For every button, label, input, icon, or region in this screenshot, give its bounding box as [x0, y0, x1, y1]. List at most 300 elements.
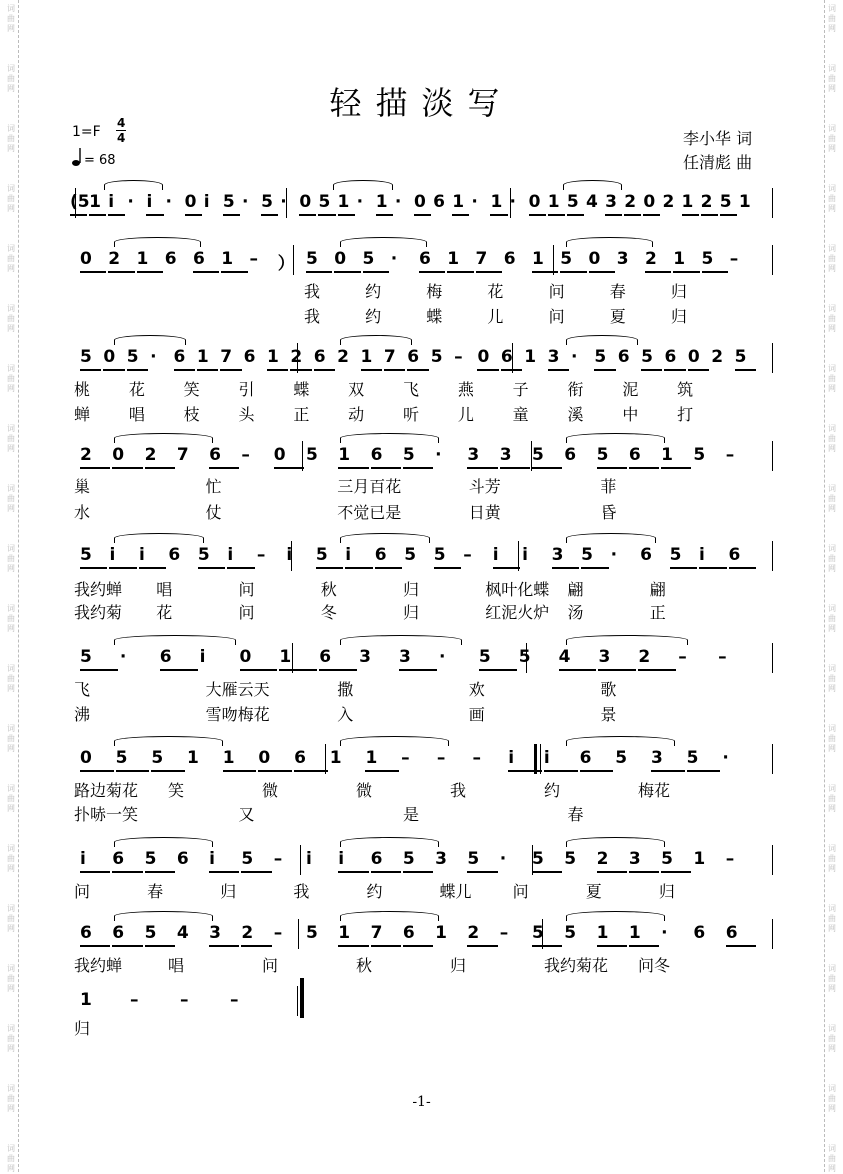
jianpu-note: 2 [80, 445, 92, 465]
eighth-note-underline [399, 669, 437, 671]
watermark-char: 曲 [7, 254, 15, 263]
watermark-text [825, 4, 839, 34]
eighth-note-underline [209, 945, 239, 947]
jianpu-note: 1 [628, 923, 641, 943]
watermark-text [4, 304, 18, 334]
jianpu-note: 2 [467, 923, 480, 943]
lyric-text: 约 [365, 307, 382, 326]
jianpu-note: 1 [547, 192, 560, 212]
eighth-note-underline [338, 214, 355, 216]
watermark-char: 曲 [828, 74, 836, 83]
jianpu-note: 6 [617, 347, 630, 367]
jianpu-note: 1 [136, 249, 149, 269]
watermark-char: 网 [828, 204, 836, 213]
jianpu-note: 6 [579, 748, 592, 768]
jianpu-note: 3 [359, 647, 372, 667]
eighth-note-underline [318, 214, 335, 216]
eighth-note-underline [664, 369, 685, 371]
jianpu-note: 2 [596, 849, 609, 869]
watermark-text [825, 484, 839, 514]
slur-mark [566, 335, 638, 345]
jianpu-note: 6 [402, 923, 415, 943]
lyric-text: 问 [74, 882, 91, 901]
jianpu-note: i [108, 192, 115, 212]
eighth-note-underline [145, 945, 175, 947]
eighth-note-underline [375, 567, 402, 569]
lyric-text: 归 [220, 882, 237, 901]
eighth-note-underline [720, 214, 737, 216]
lyric-text: 翩 [649, 580, 666, 599]
lyric-text: 问 [238, 580, 255, 599]
watermark-text [4, 844, 18, 874]
jianpu-note: · [438, 647, 446, 667]
jianpu-note: 5 [115, 748, 128, 768]
lyric-text: 归 [403, 580, 420, 599]
jianpu-note: 5 [596, 445, 609, 465]
jianpu-note: 6 [500, 347, 513, 367]
jianpu-note: ） [277, 254, 295, 274]
jianpu-note: 3 [209, 923, 221, 943]
bar-line [772, 845, 773, 875]
eighth-note-underline [220, 369, 241, 371]
jianpu-note: 4 [176, 923, 189, 943]
song-title: 轻描淡写 [329, 84, 514, 122]
eighth-note-underline [729, 567, 756, 569]
eighth-note-underline [629, 871, 659, 873]
watermark-char: 曲 [7, 674, 15, 683]
eighth-note-underline [290, 369, 311, 371]
jianpu-note: 0 [103, 347, 116, 367]
watermark-char: 词 [828, 544, 836, 553]
jianpu-note: i [492, 545, 499, 565]
lyric-text: 微 [356, 781, 373, 800]
eighth-note-underline [365, 770, 399, 772]
eighth-note-underline [581, 567, 608, 569]
eighth-note-underline [345, 567, 372, 569]
time-signature-top: 4 [117, 116, 126, 130]
lyric-text: 大雁云天 [205, 680, 270, 699]
watermark-char: 曲 [828, 1154, 836, 1163]
watermark-char: 网 [828, 144, 836, 153]
jianpu-note: 5 [402, 445, 415, 465]
lyric-text: 路边菊花 [74, 781, 139, 800]
jianpu-note: 0 [477, 347, 490, 367]
watermark-text [4, 724, 18, 754]
eighth-note-underline [80, 945, 110, 947]
lyric-text: 飞 [403, 380, 420, 399]
watermark-char: 网 [7, 204, 15, 213]
lyric-text: 又 [238, 805, 255, 824]
watermark-char: 曲 [7, 14, 15, 23]
watermark-text [4, 364, 18, 394]
slur-mark [566, 911, 665, 921]
watermark-char: 网 [828, 684, 836, 693]
eighth-note-underline [638, 669, 676, 671]
jianpu-note: 1 [435, 923, 447, 943]
jianpu-note: · [165, 192, 173, 212]
watermark-text [825, 904, 839, 934]
lyric-text: 打 [677, 405, 694, 424]
watermark-char: 曲 [828, 134, 836, 143]
lyric-text: 我 [304, 307, 321, 326]
jianpu-note: 5 [404, 545, 417, 565]
eighth-note-underline [108, 271, 134, 273]
lyric-text: 不觉已是 [337, 503, 402, 522]
watermark-char: 词 [828, 184, 836, 193]
eighth-note-underline [103, 369, 124, 371]
watermark-char: 网 [828, 504, 836, 513]
eighth-note-underline [687, 770, 721, 772]
slur-mark [114, 533, 204, 543]
slur-mark [340, 433, 439, 443]
time-signature-bottom: 4 [117, 131, 126, 145]
jianpu-note: 5 [560, 249, 573, 269]
jianpu-note: 2 [638, 647, 651, 667]
watermark-char: 曲 [828, 14, 836, 23]
jianpu-note: 5 [641, 347, 653, 367]
watermark-char: 词 [7, 484, 15, 493]
eighth-note-underline [223, 770, 257, 772]
watermark-text [4, 4, 18, 34]
jianpu-note: 6 [564, 445, 577, 465]
slur-mark [340, 736, 449, 746]
jianpu-note: 1 [365, 748, 378, 768]
lyric-text: 菲 [600, 477, 617, 496]
lyric-text: 撒 [337, 680, 354, 699]
watermark-char: 词 [828, 844, 836, 853]
bar-line [300, 845, 301, 875]
watermark-char: 词 [7, 64, 15, 73]
slur-mark [114, 736, 223, 746]
watermark-char: 曲 [7, 134, 15, 143]
watermark-char: 曲 [7, 854, 15, 863]
eighth-note-underline [109, 567, 136, 569]
slur-mark [566, 635, 688, 645]
jianpu-note: · [242, 192, 249, 212]
eighth-note-underline [414, 214, 431, 216]
watermark-char: 词 [7, 844, 15, 853]
jianpu-note: 6 [725, 923, 738, 943]
eighth-note-underline [651, 770, 685, 772]
lyric-text: 斗芳 [468, 477, 501, 496]
slur-mark [340, 911, 439, 921]
jianpu-note: 1 [661, 445, 673, 465]
eighth-note-underline [112, 871, 142, 873]
watermark-text [4, 1024, 18, 1054]
watermark-char: 曲 [7, 1034, 15, 1043]
eighth-note-underline [477, 369, 498, 371]
watermark-char: 网 [828, 864, 836, 873]
jianpu-note: 5 [532, 445, 544, 465]
watermark-char: 网 [828, 744, 836, 753]
watermark-char: 网 [7, 684, 15, 693]
lyric-text: 正 [293, 405, 310, 424]
jianpu-note: i [109, 545, 116, 565]
lyric-text: 扑哧一笑 [74, 805, 139, 824]
eighth-note-underline [80, 669, 118, 671]
eighth-note-underline [532, 467, 562, 469]
jianpu-note: i [203, 192, 210, 212]
jianpu-note: i [522, 545, 528, 565]
eighth-note-underline [279, 669, 317, 671]
eighth-note-underline [501, 369, 522, 371]
eighth-note-underline [139, 567, 166, 569]
eighth-note-underline [661, 871, 691, 873]
watermark-char: 词 [7, 904, 15, 913]
lyric-text: 我 [293, 882, 310, 901]
jianpu-note: 5 [151, 748, 164, 768]
eighth-note-underline [735, 369, 756, 371]
watermark-char: 词 [7, 964, 15, 973]
watermark-char: 曲 [7, 614, 15, 623]
eighth-note-underline [185, 214, 202, 216]
eighth-note-underline [221, 271, 247, 273]
jianpu-note: 1 [338, 445, 351, 465]
lyric-text: 子 [512, 380, 529, 399]
eighth-note-underline [274, 467, 304, 469]
watermark-char: 词 [828, 484, 836, 493]
lyric-text: 问 [238, 603, 255, 622]
jianpu-note: – [230, 990, 239, 1010]
eighth-note-underline [112, 467, 142, 469]
watermark-char: 网 [7, 984, 15, 993]
watermark-char: 曲 [7, 314, 15, 323]
watermark-char: 词 [828, 4, 836, 13]
lyric-text: 枝 [183, 405, 200, 424]
watermark-char: 曲 [828, 974, 836, 983]
jianpu-note: · [722, 748, 729, 768]
lyric-text: 笑 [168, 781, 185, 800]
jianpu-note: 5 [261, 192, 273, 212]
lyric-text: 秋 [320, 580, 337, 599]
tempo-marking: = 68 [84, 153, 116, 168]
watermark-text [825, 784, 839, 814]
watermark-text [825, 184, 839, 214]
jianpu-note: 6 [168, 545, 181, 565]
jianpu-note: 5 [222, 192, 235, 212]
slur-mark [566, 433, 665, 443]
eighth-note-underline [151, 770, 185, 772]
watermark-text [4, 664, 18, 694]
watermark-char: 网 [7, 444, 15, 453]
jianpu-note: 6 [419, 249, 431, 269]
eighth-note-underline [452, 214, 469, 216]
eighth-note-underline [306, 271, 332, 273]
slur-mark [114, 335, 186, 345]
watermark-char: 曲 [828, 434, 836, 443]
lyric-text: 春 [147, 882, 164, 901]
jianpu-note: 0 [80, 249, 92, 269]
jianpu-note: 7 [176, 445, 189, 465]
jianpu-note: 1 [452, 192, 465, 212]
jianpu-note: – [273, 849, 283, 869]
lyric-text: 唱 [168, 956, 185, 975]
watermark-char: 网 [828, 1044, 836, 1053]
lyric-text: 画 [468, 705, 485, 724]
key-signature: 1=F [72, 124, 101, 140]
watermark-text [4, 784, 18, 814]
jianpu-note: 6 [374, 545, 387, 565]
watermark-char: 曲 [828, 494, 836, 503]
lyric-text: 红泥火炉 [485, 603, 550, 622]
jianpu-note: · [390, 249, 398, 269]
watermark-char: 词 [7, 124, 15, 133]
eighth-note-underline [682, 214, 699, 216]
jianpu-note: · [471, 192, 478, 212]
eighth-note-underline [597, 871, 627, 873]
jianpu-note: 6 [193, 249, 205, 269]
jianpu-note: 6 [664, 347, 677, 367]
eighth-note-underline [294, 770, 328, 772]
watermark-char: 曲 [7, 554, 15, 563]
jianpu-note: 5 [581, 545, 593, 565]
jianpu-note: 3 [551, 545, 564, 565]
bar-line [298, 919, 299, 949]
bar-line [772, 919, 773, 949]
lyric-text: 唱 [128, 405, 145, 424]
watermark-char: 网 [7, 384, 15, 393]
eighth-note-underline [316, 567, 343, 569]
watermark-char: 网 [7, 744, 15, 753]
watermark-char: 网 [7, 864, 15, 873]
watermark-text [4, 964, 18, 994]
jianpu-note: 1 [187, 748, 199, 768]
watermark-char: 网 [7, 84, 15, 93]
eighth-note-underline [137, 271, 163, 273]
lyricist-credit: 李小华 词 [683, 129, 753, 148]
watermark-text [4, 544, 18, 574]
jianpu-note: 1 [532, 249, 544, 269]
eighth-note-underline [80, 871, 110, 873]
watermark-char: 曲 [7, 914, 15, 923]
lyric-text: 溪 [567, 405, 584, 424]
jianpu-note: 5 [669, 545, 682, 565]
watermark-text [825, 604, 839, 634]
watermark-char: 词 [7, 4, 15, 13]
lyric-text: 春 [609, 282, 626, 301]
eighth-note-underline [476, 271, 502, 273]
lyric-text: 我 [450, 781, 467, 800]
eighth-note-underline [371, 467, 401, 469]
watermark-char: 曲 [828, 1094, 836, 1103]
jianpu-note: 3 [598, 647, 611, 667]
eighth-note-underline [227, 567, 254, 569]
eighth-note-underline [594, 369, 615, 371]
watermark-char: 曲 [7, 974, 15, 983]
watermark-text [825, 124, 839, 154]
eighth-note-underline [624, 214, 641, 216]
right-margin-border [824, 0, 839, 1172]
watermark-char: 词 [7, 304, 15, 313]
lyric-text: 问 [262, 956, 279, 975]
jianpu-note: 6 [173, 347, 186, 367]
jianpu-note: 1 [279, 647, 292, 667]
watermark-char: 网 [7, 24, 15, 33]
watermark-char: 词 [828, 244, 836, 253]
lyric-text: 梅 [426, 282, 443, 301]
eighth-note-underline [403, 467, 433, 469]
eighth-note-underline [112, 945, 142, 947]
watermark-char: 曲 [828, 194, 836, 203]
lyric-text: 约 [366, 882, 383, 901]
watermark-char: 曲 [7, 434, 15, 443]
lyric-text: 入 [337, 705, 354, 724]
eighth-note-underline [241, 945, 271, 947]
jianpu-note: 5 [661, 849, 673, 869]
eighth-note-underline [643, 214, 660, 216]
jianpu-note: i [699, 545, 705, 565]
jianpu-note: 6 [209, 445, 221, 465]
jianpu-note: 5 [518, 647, 531, 667]
watermark-char: 曲 [7, 494, 15, 503]
bar-line [772, 541, 773, 571]
bar-line [772, 744, 773, 774]
eighth-note-underline [493, 567, 520, 569]
eighth-note-underline [371, 945, 401, 947]
eighth-note-underline [532, 871, 562, 873]
eighth-note-underline [80, 567, 107, 569]
jianpu-note: 1 [267, 347, 279, 367]
eighth-note-underline [361, 369, 382, 371]
jianpu-note: 0 [258, 748, 271, 768]
eighth-note-underline [597, 467, 627, 469]
bar-line [772, 643, 773, 673]
jianpu-note: 6 [112, 849, 125, 869]
lyric-text: 归 [670, 282, 687, 301]
watermark-char: 词 [828, 784, 836, 793]
jianpu-note: 0 [80, 748, 92, 768]
eighth-note-underline [670, 567, 697, 569]
lyric-text: 童 [512, 405, 529, 424]
eighth-note-underline [127, 369, 148, 371]
slur-mark [114, 433, 213, 443]
slur-mark [340, 335, 412, 345]
slur-mark [104, 180, 163, 190]
jianpu-note: 1 [447, 249, 460, 269]
lyric-text: 引 [238, 380, 255, 399]
jianpu-note: 2 [144, 445, 157, 465]
watermark-char: 词 [828, 1144, 836, 1153]
jianpu-note: 5 [80, 347, 92, 367]
jianpu-note: i [138, 545, 145, 565]
watermark-char: 词 [7, 424, 15, 433]
eighth-note-underline [314, 369, 335, 371]
jianpu-note: – [401, 748, 410, 768]
watermark-char: 词 [828, 64, 836, 73]
jianpu-note: · [610, 545, 618, 565]
watermark-char: 曲 [7, 374, 15, 383]
eighth-note-underline [116, 770, 150, 772]
jianpu-note: 2 [645, 249, 657, 269]
jianpu-note: 5 [144, 849, 157, 869]
lyric-text: 我约菊 [74, 603, 123, 622]
watermark-char: 词 [7, 184, 15, 193]
jianpu-note: 1 [738, 192, 751, 212]
jianpu-note: 1 [524, 347, 537, 367]
jianpu-note: 2 [624, 192, 637, 212]
watermark-char: 曲 [7, 74, 15, 83]
watermark-text [825, 664, 839, 694]
lyric-text: 归 [403, 603, 420, 622]
jianpu-note: 5 [532, 849, 544, 869]
jianpu-note: 6 [628, 445, 641, 465]
jianpu-note: · [280, 192, 287, 212]
eighth-note-underline [641, 369, 662, 371]
jianpu-note: · [127, 192, 134, 212]
lyric-text: 唱 [156, 580, 173, 599]
watermark-text [825, 364, 839, 394]
lyric-text: 动 [348, 405, 365, 424]
